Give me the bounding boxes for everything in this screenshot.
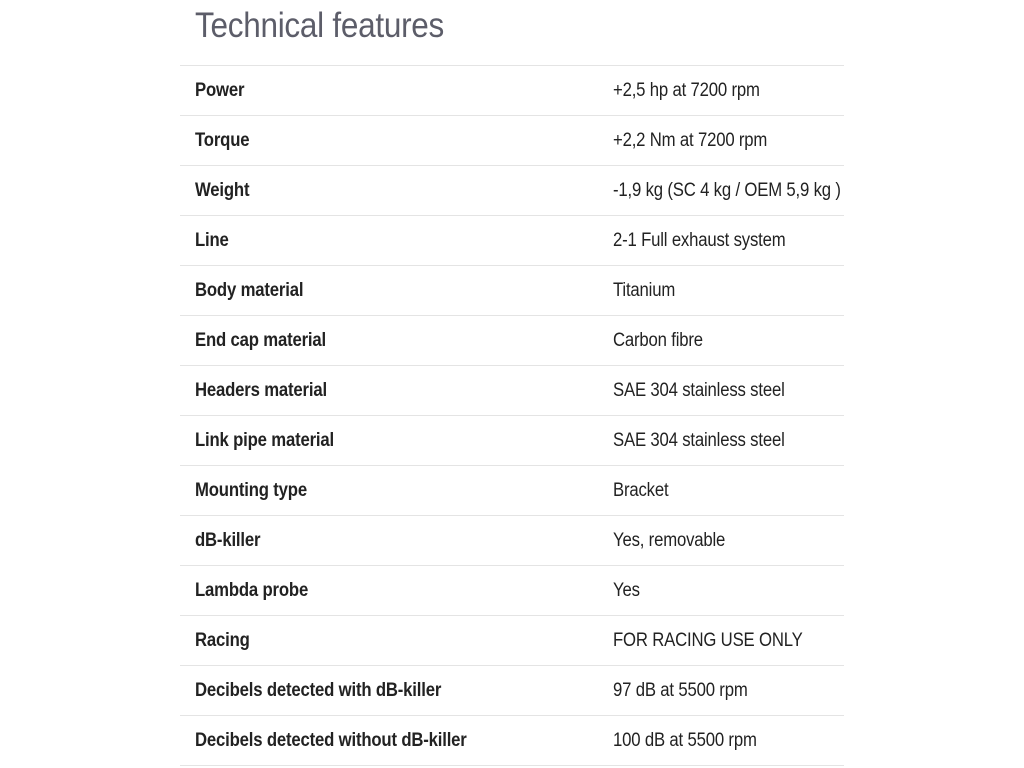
spec-label: Racing: [195, 630, 250, 651]
spec-label: Line: [195, 230, 229, 251]
spec-label: Torque: [195, 130, 250, 151]
spec-value: +2,5 hp at 7200 rpm: [613, 80, 760, 101]
spec-value: Yes, removable: [613, 530, 726, 551]
section-title: Technical features: [195, 6, 445, 45]
spec-row-headers-material: [180, 366, 844, 416]
spec-value: 2-1 Full exhaust system: [613, 230, 786, 251]
spec-value: FOR RACING USE ONLY: [613, 630, 803, 651]
spec-label: Power: [195, 80, 245, 101]
spec-label: End cap material: [195, 330, 326, 351]
spec-row-power: [180, 66, 844, 116]
spec-value: +2,2 Nm at 7200 rpm: [613, 130, 768, 151]
spec-row-decibels-with-db-killer: [180, 666, 844, 716]
spec-row-lambda-probe: [180, 566, 844, 616]
spec-label: Headers material: [195, 380, 327, 401]
spec-label: Lambda probe: [195, 580, 309, 601]
spec-row-mounting-type: [180, 466, 844, 516]
spec-value: Carbon fibre: [613, 330, 703, 351]
spec-row-torque: [180, 116, 844, 166]
spec-label: Decibels detected with dB-killer: [195, 680, 442, 701]
spec-row-racing: [180, 616, 844, 666]
spec-row-line: [180, 216, 844, 266]
spec-row-end-cap-material: [180, 316, 844, 366]
spec-value: SAE 304 stainless steel: [613, 380, 785, 401]
spec-value: 100 dB at 5500 rpm: [613, 730, 757, 751]
spec-label: Weight: [195, 180, 250, 201]
spec-row-body-material: [180, 266, 844, 316]
spec-label: Decibels detected without dB-killer: [195, 730, 467, 751]
spec-label: Link pipe material: [195, 430, 334, 451]
spec-row-link-pipe-material: [180, 416, 844, 466]
spec-value: Bracket: [613, 480, 669, 501]
spec-value: Yes: [613, 580, 640, 601]
spec-row-decibels-without-db-killer: [180, 716, 844, 766]
spec-row-db-killer: [180, 516, 844, 566]
spec-label: Mounting type: [195, 480, 307, 501]
spec-value: -1,9 kg (SC 4 kg / OEM 5,9 kg ): [613, 180, 841, 201]
spec-value: SAE 304 stainless steel: [613, 430, 785, 451]
spec-row-weight: [180, 166, 844, 216]
specs-table: [180, 65, 844, 766]
spec-label: Body material: [195, 280, 304, 301]
spec-value: Titanium: [613, 280, 676, 301]
spec-value: 97 dB at 5500 rpm: [613, 680, 748, 701]
spec-label: dB-killer: [195, 530, 261, 551]
